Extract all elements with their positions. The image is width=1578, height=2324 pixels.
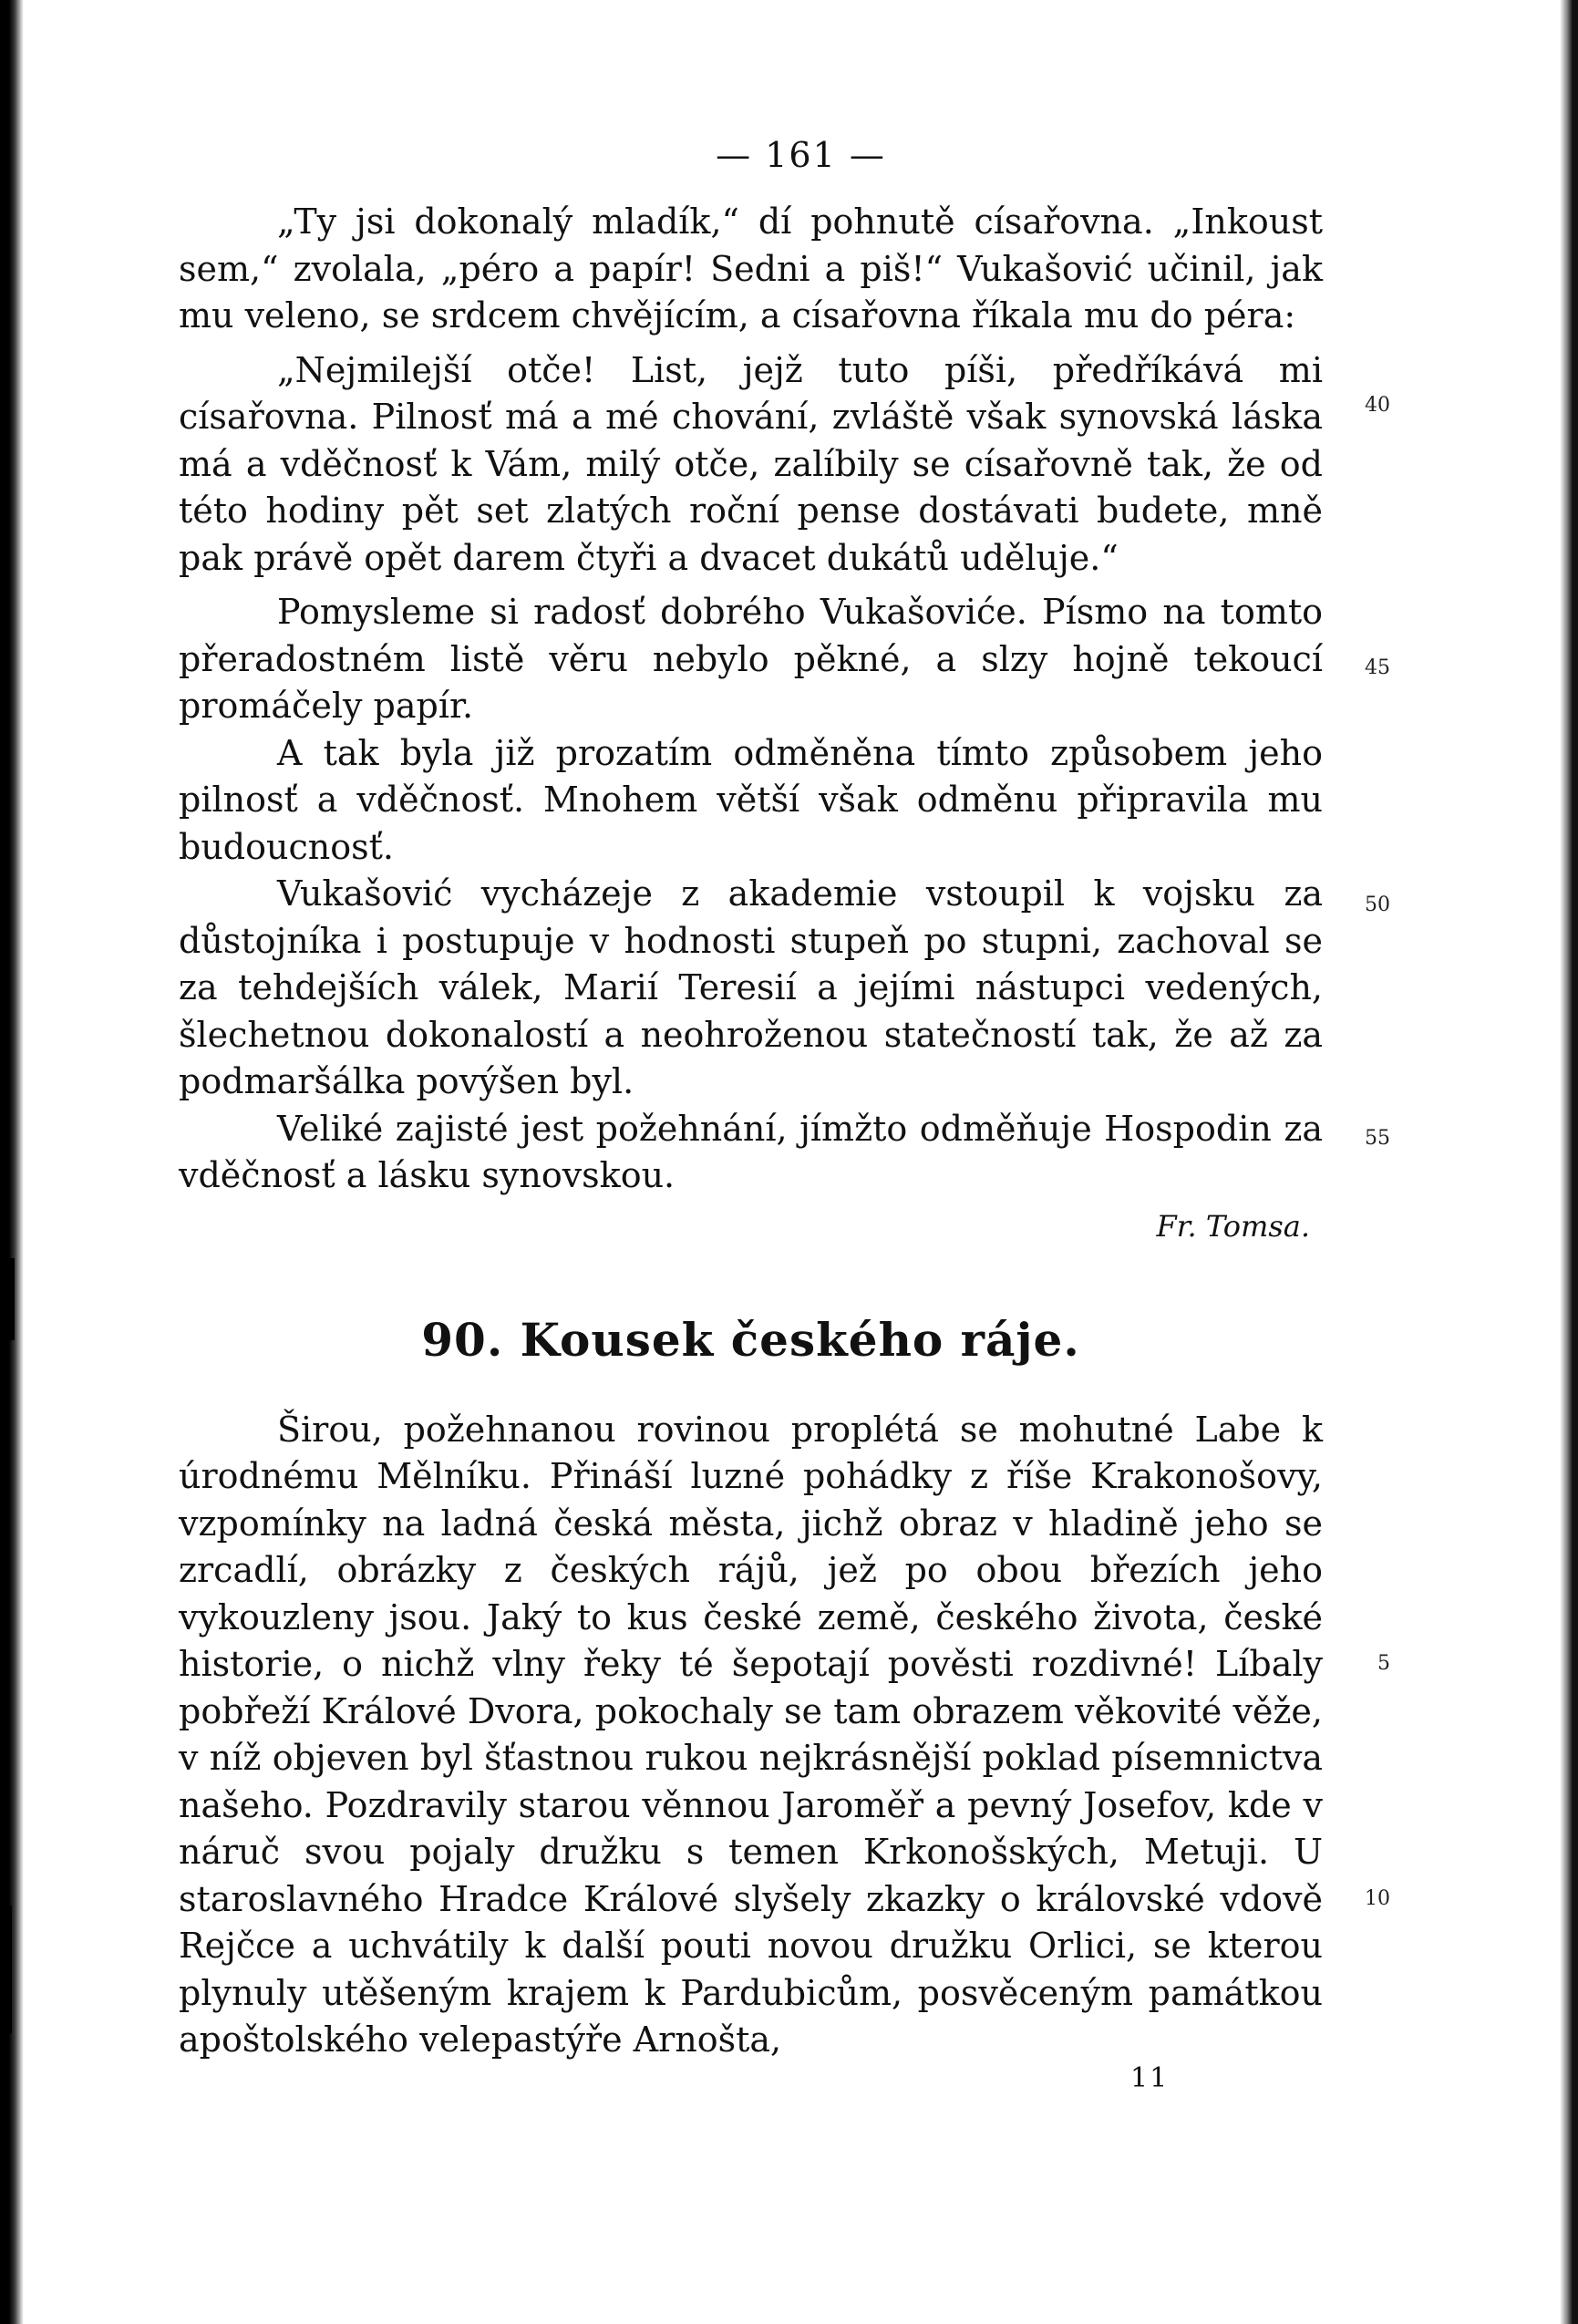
- paragraph: „Ty jsi dokonalý mladík,“ dí pohnutě císařovna. „Inkoust sem,“ zvolala, „péro a papír! Sedni a piš!“ Vukašović učinil, jak mu veleno, se srdcem chvějícím, a císařovna říkala mu do péra:: [179, 201, 1323, 336]
- scan-mark: [7, 1906, 12, 2033]
- line-number: 10: [1365, 1887, 1390, 1910]
- page-number: — 161 —: [716, 135, 886, 175]
- paragraph: Širou, požehnanou rovinou proplétá se mohutné Labe k úrodnému Mělníku. Přináší luzné pohádky z říše Krakonošovy, vzpomínky na ladná česká města, jichž obraz v hladině jeho se zrcadlí, obrázky z českých rájů, jež po obou březích jeho vykouzleny jsou. Jaký to kus české země, českého života, české historie, o nichž vlny řeky té šepotají pověsti rozdivné! Líbaly pobřeží Králové Dvora, pokochaly se tam obrazem věkovité věže, v níž objeven byl šťastnou rukou nejkrásnější poklad písemnictva našeho. Pozdravily starou věnnou Jaroměř a pevný Josefov, kde v náruč svou pojaly družku s temen Krkonošských, Metuji. U staroslavného Hradce Králové slyšely zkazky o královské vdově Rejčce a uchvátily k další pouti novou družku Orlici, se kterou plynuly utěšeným krajem k Pardubicům, posvěceným památkou apoštolského velepastýře Arnošta,: [179, 1409, 1323, 2060]
- paragraph: Pomysleme si radosť dobrého Vukašoviće. Písmo na tomto přeradostném listě věru nebylo pěkné, a slzy hojně tekoucí promáčely papír.: [179, 592, 1323, 726]
- author-signature: Fr. Tomsa.: [1156, 1208, 1310, 1244]
- paragraph: A tak byla již prozatím odměněna tímto způsobem jeho pilnosť a vděčnosť. Mnohem větší však odměnu připravila mu budoucnosť.: [179, 732, 1323, 867]
- section-title: 90. Kousek českého ráje.: [421, 1312, 1080, 1367]
- scan-right-edge: [1560, 0, 1578, 2324]
- scan-mark: [9, 1258, 15, 1340]
- line-number: 50: [1365, 893, 1390, 916]
- paragraph: „Nejmilejší otče! List, jejž tuto píši, předříkává mi císařovna. Pilnosť má a mé chování, zvláště však synovská láska má a vděčnosť k Vám, milý otče, zalíbily se císařovně tak, že od této hodiny pět set zlatých roční pense dostávati budete, mně pak právě opět darem čtyři a dvacet dukátů uděluje.“: [179, 349, 1323, 578]
- paragraph: Vukašović vycházeje z akademie vstoupil k vojsku za důstojníka i postupuje v hodnosti stupeň po stupni, zachoval se za tehdejších válek, Marií Teresií a jejími nástupci vedených, šlechetnou dokonalostí a neohroženou statečností tak, že až za podmaršálka povýšen byl.: [179, 873, 1323, 1101]
- line-number: 40: [1365, 394, 1390, 417]
- book-page: [179, 135, 1323, 2064]
- paragraph: Veliké zajisté jest požehnání, jímžto odměňuje Hospodin za vděčnosť a lásku synovskou.: [179, 1108, 1323, 1195]
- printer-signature: 11: [1130, 2062, 1170, 2094]
- line-number: 5: [1377, 1652, 1390, 1675]
- line-number: 55: [1365, 1127, 1390, 1150]
- line-number: 45: [1365, 656, 1390, 679]
- scan-left-edge: [0, 0, 24, 2324]
